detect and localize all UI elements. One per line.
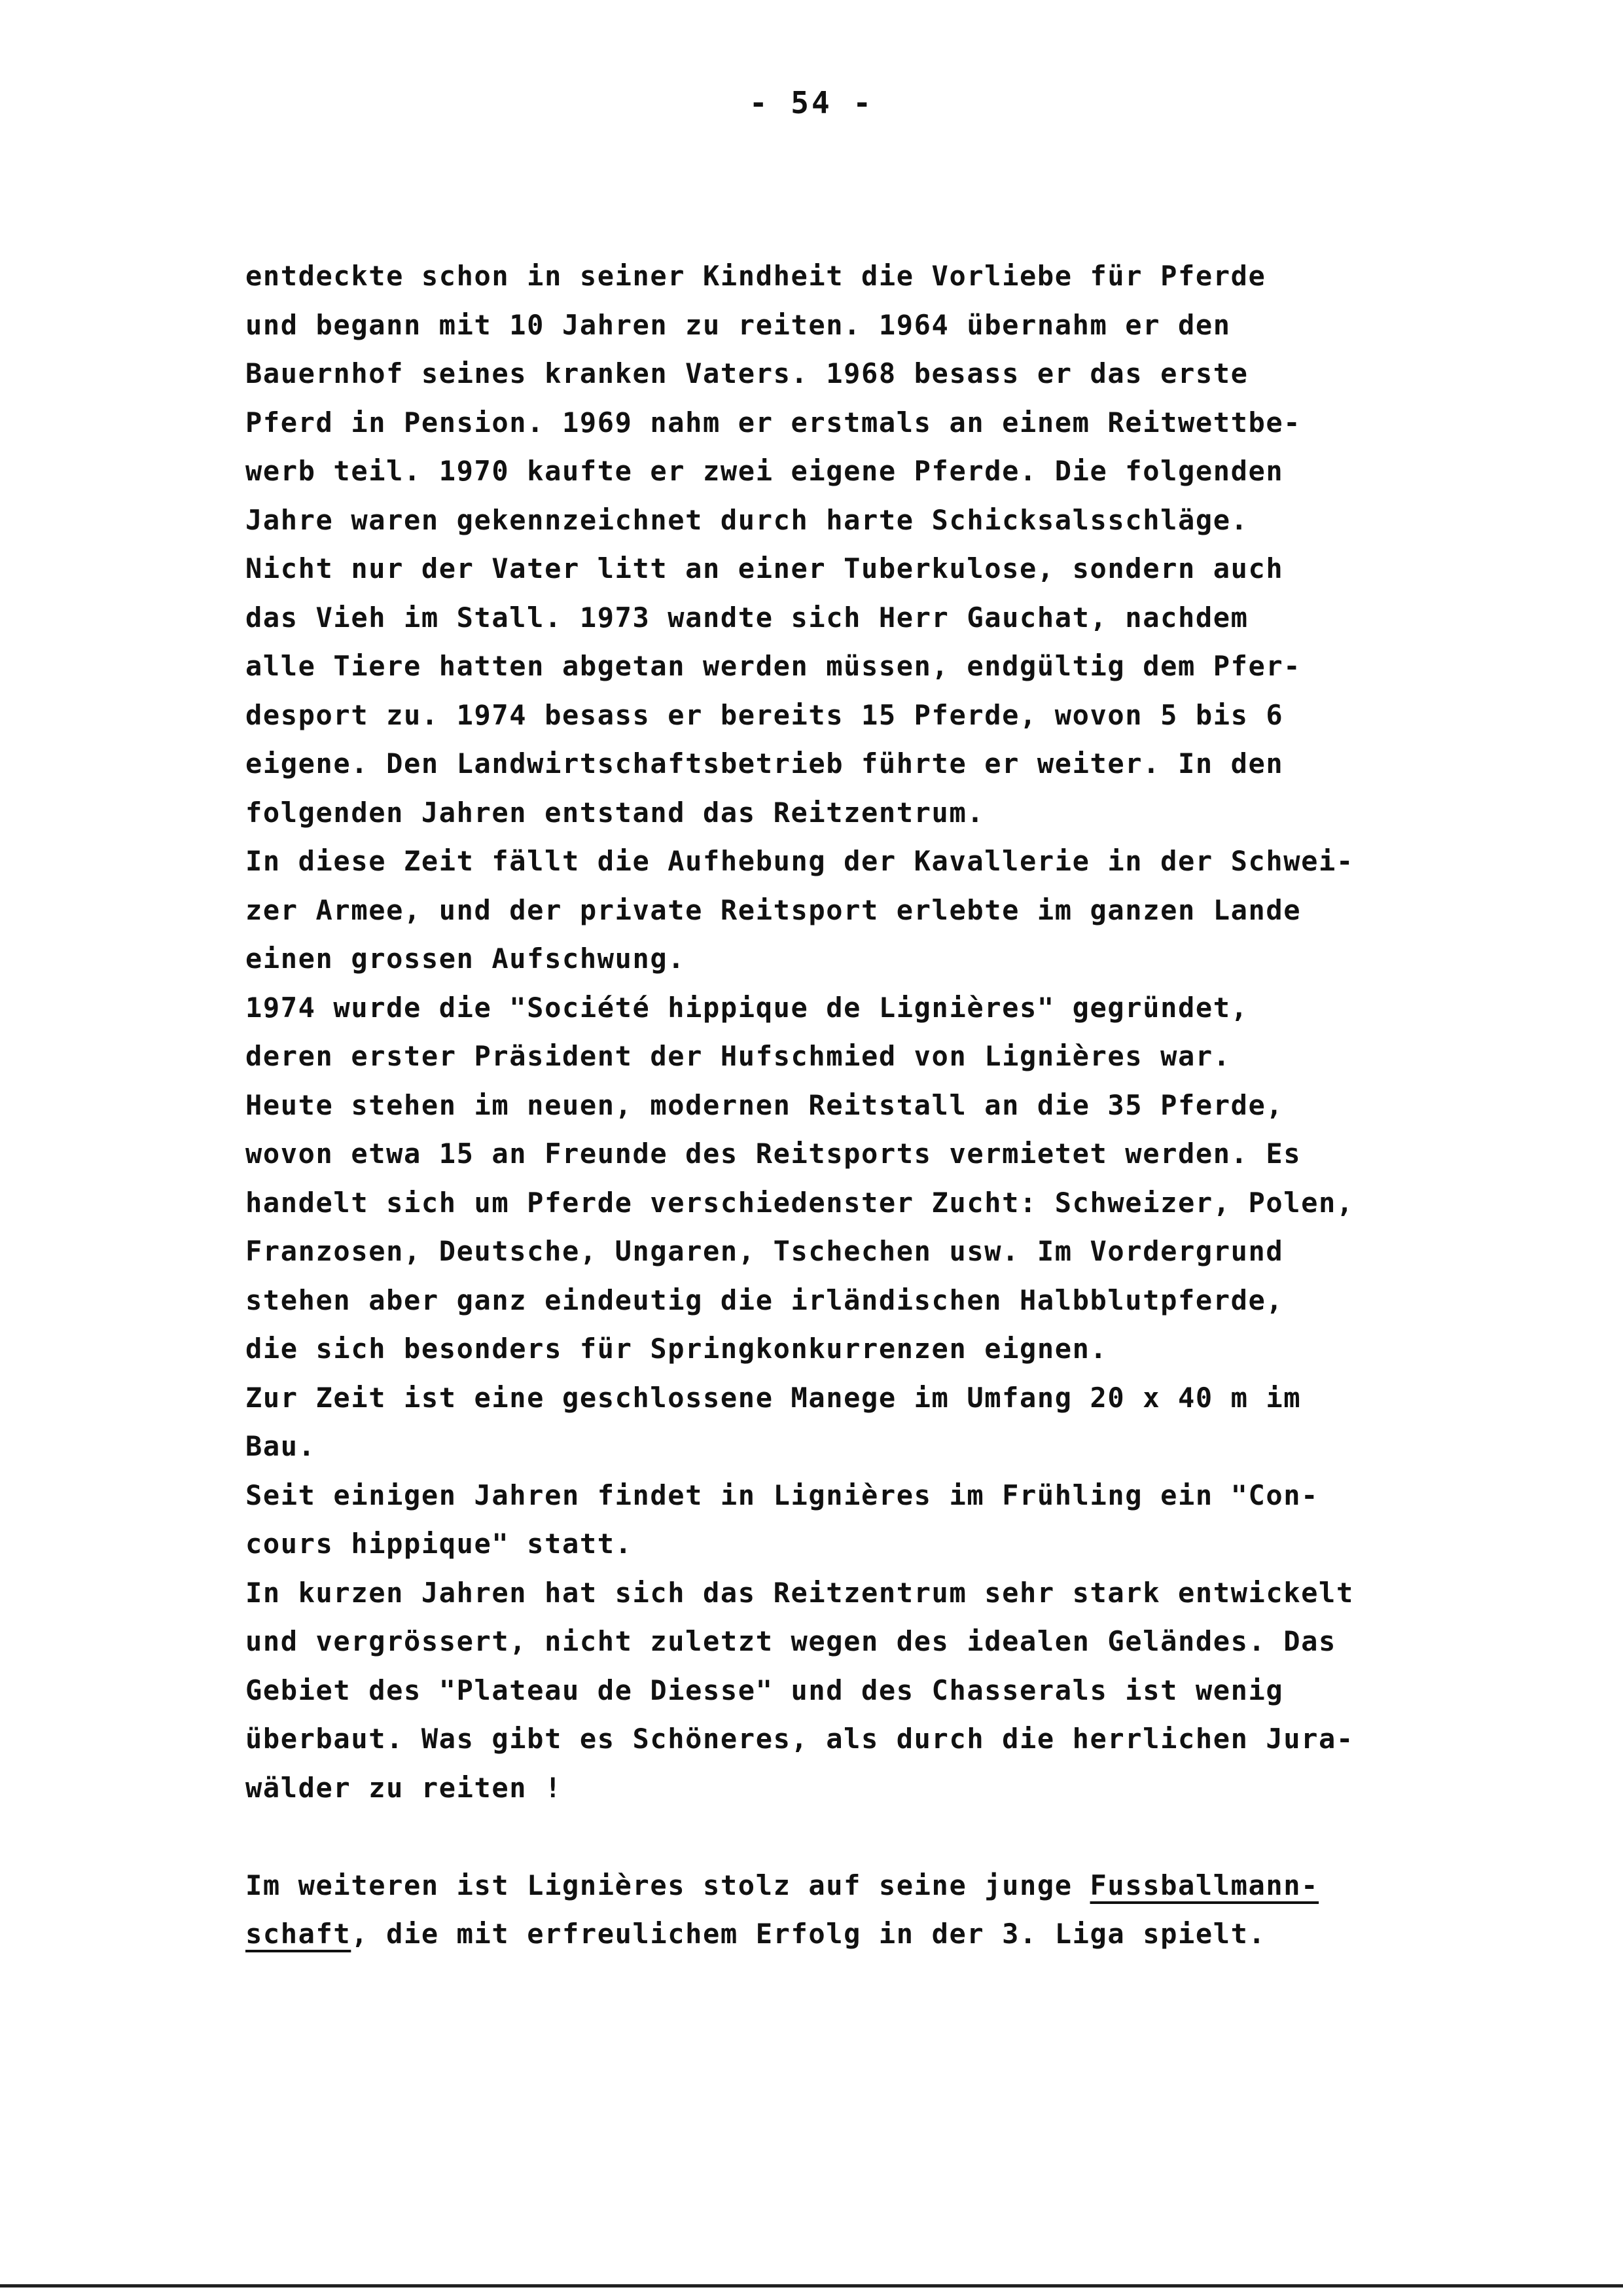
final-line-1-text: Im weiteren ist Lignières stolz auf seine junge — [245, 1869, 1090, 1901]
text-line: Jahre waren gekennzeichnet durch harte Schicksalsschläge. — [245, 503, 1249, 536]
text-line: deren erster Präsident der Hufschmied von Lignières war. — [245, 1040, 1231, 1072]
text-line: eigene. Den Landwirtschaftsbetrieb führte er weiter. In den — [245, 747, 1284, 780]
text-line: Gebiet des "Plateau de Diesse" und des Chasserals ist wenig — [245, 1674, 1284, 1706]
text-line: desport zu. 1974 besass er bereits 15 Pferde, wovon 5 bis 6 — [245, 698, 1284, 731]
final-line-2-text: , die mit erfreulichem Erfolg in der 3. Liga spielt. — [351, 1918, 1266, 1950]
text-line: stehen aber ganz eindeutig die irländischen Halbblutpferde, — [245, 1283, 1284, 1316]
text-line: In kurzen Jahren hat sich das Reitzentrum sehr stark entwickelt — [245, 1576, 1354, 1609]
text-line: entdeckte schon in seiner Kindheit die Vorliebe für Pferde — [245, 260, 1266, 292]
underlined-word-part-2: schaft — [245, 1918, 351, 1950]
text-line: Nicht nur der Vater litt an einer Tuberkulose, sondern auch — [245, 552, 1284, 584]
text-line: cours hippique" statt. — [245, 1528, 633, 1560]
text-line: Bauernhof seines kranken Vaters. 1968 besass er das erste — [245, 357, 1249, 389]
text-line: Franzosen, Deutsche, Ungaren, Tschechen usw. Im Vordergrund — [245, 1235, 1284, 1267]
final-paragraph-line-2 — [245, 1910, 1528, 1959]
text-line: und vergrössert, nicht zuletzt wegen des idealen Geländes. Das — [245, 1625, 1336, 1657]
text-line: und begann mit 10 Jahren zu reiten. 1964 übernahm er den — [245, 308, 1231, 341]
document-body — [245, 252, 1528, 1959]
text-line: Bau. — [245, 1430, 316, 1462]
text-line: wovon etwa 15 an Freunde des Reitsports vermietet werden. Es — [245, 1138, 1302, 1170]
text-line: das Vieh im Stall. 1973 wandte sich Herr Gauchat, nachdem — [245, 601, 1249, 634]
text-line: Zur Zeit ist eine geschlossene Manege im Umfang 20 x 40 m im — [245, 1381, 1302, 1414]
text-line: zer Armee, und der private Reitsport erlebte im ganzen Lande — [245, 893, 1302, 926]
text-line: werb teil. 1970 kaufte er zwei eigene Pferde. Die folgenden — [245, 455, 1284, 487]
text-line: Pferd in Pension. 1969 nahm er erstmals an einem Reitwettbe- — [245, 406, 1302, 439]
final-paragraph-line-1 — [245, 1861, 1528, 1910]
text-line: handelt sich um Pferde verschiedenster Zucht: Schweizer, Polen, — [245, 1186, 1354, 1219]
paragraph-gap — [245, 1812, 1528, 1861]
text-line: In diese Zeit fällt die Aufhebung der Kavallerie in der Schwei- — [245, 845, 1354, 877]
text-line: Seit einigen Jahren findet in Lignières im Frühling ein "Con- — [245, 1479, 1319, 1511]
text-line: einen grossen Aufschwung. — [245, 942, 686, 975]
page-number: - 54 - — [749, 85, 874, 120]
text-line: 1974 wurde die "Société hippique de Lignières" gegründet, — [245, 991, 1249, 1024]
underlined-word-part-1: Fussballmann- — [1090, 1869, 1319, 1901]
text-line: Heute stehen im neuen, modernen Reitstall an die 35 Pferde, — [245, 1088, 1284, 1121]
text-line: wälder zu reiten ! — [245, 1771, 562, 1804]
text-line: die sich besonders für Springkonkurrenzen eignen. — [245, 1333, 1108, 1365]
scan-bottom-edge — [0, 2284, 1623, 2287]
text-line: folgenden Jahren entstand das Reitzentrum. — [245, 796, 985, 829]
text-line: alle Tiere hatten abgetan werden müssen, endgültig dem Pfer- — [245, 650, 1302, 682]
text-line: überbaut. Was gibt es Schöneres, als durch die herrlichen Jura- — [245, 1723, 1354, 1755]
